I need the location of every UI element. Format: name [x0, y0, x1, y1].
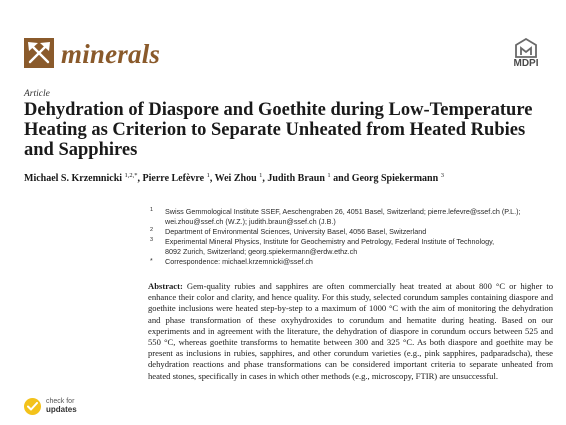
affiliations: [148, 207, 553, 268]
abstract-text: Gem-quality rubies and sapphires are often commercially heat treated at about 800 °C or higher to enhance their color and clarity, and hence quality. For this study, selected corundum samples containing diaspore and goethite inclusions were heated step-by-step to a maximum of 1000 °C with the aim of monitoring the dehydration and phase transformation of these oxyhydroxides to corundum and hematite during heating. Based on our experiments and in agreement with the literature, the dehydration of diaspore in corundum occurs between 525 and 550 °C, whereas goethite transforms to hematite between 300 and 325 °C. As both diaspore and goethite may be present as inclusions in rubies, sapphires, and other corundum varieties (e.g., pink sapphires, padparadscha), these dehydration reactions and phase transformations can be considered important criteria to separate unheated from heated stones, specifically in cases in which other methods (e.g., microscopy, FTIR) are unsuccessful.: [148, 281, 553, 381]
author-affiliation-marker: 1,2,*: [124, 172, 138, 179]
crossed-pickaxes-icon: [24, 38, 54, 68]
mdpi-logo-icon: [515, 38, 537, 58]
affiliation-line: wei.zhou@ssef.ch (W.Z.); judith.braun@ssef.ch (J.B.): [165, 217, 336, 227]
author-name[interactable]: Michael S. Krzemnicki: [24, 173, 123, 184]
publisher-name: MDPI: [513, 58, 539, 69]
affiliation-marker: 3: [150, 237, 154, 244]
check-updates-label: [46, 398, 77, 414]
publisher-logo[interactable]: [504, 38, 548, 68]
affiliation-item: [148, 257, 553, 267]
affiliation-line: Experimental Mineral Physics, Institute for Geochemistry and Petrology, Federal Institute of Technology,: [165, 237, 495, 247]
journal-name[interactable]: minerals: [61, 39, 161, 69]
abstract-label: Abstract:: [148, 281, 183, 291]
affiliation-item: [148, 237, 553, 257]
affiliation-marker: 1: [150, 207, 154, 213]
check-updates-line1: check for: [46, 398, 75, 405]
affiliation-line: 8092 Zurich, Switzerland; georg.spiekermann@erdw.ethz.ch: [165, 247, 358, 257]
affiliation-item: [148, 207, 553, 227]
affiliation-marker: 2: [150, 227, 154, 234]
author-affiliation-marker: 1: [206, 172, 210, 179]
affiliation-line: Swiss Gemmological Institute SSEF, Aeschengraben 26, 4051 Basel, Switzerland; pierre.lefevre@ssef.ch (P.L.);: [165, 207, 521, 216]
check-updates-line2: updates: [46, 405, 77, 414]
author-list: Michael S. Krzemnicki $^{1,2,*}$, Pierre Lefèvre $^1$, Wei Zhou $^1$, Judith Braun $^1$ and Georg Spiekermann $^3$: [24, 172, 444, 184]
author-name[interactable]: Pierre Lefèvre: [142, 173, 205, 184]
check-for-updates-button[interactable]: [24, 397, 104, 419]
affiliation-line: Department of Environmental Sciences, University Basel, 4056 Basel, Switzerland: [165, 227, 427, 237]
author-affiliation-marker: 1: [327, 172, 331, 179]
author-affiliation-marker: 3: [440, 172, 444, 179]
author-affiliation-marker: 1: [259, 172, 263, 179]
correspondence-marker: *: [150, 258, 153, 266]
author-name[interactable]: Georg Spiekermann: [351, 173, 439, 184]
author-name[interactable]: Judith Braun: [267, 173, 325, 184]
article-type: Article: [24, 89, 50, 99]
author-name[interactable]: Wei Zhou: [214, 173, 257, 184]
abstract: [148, 281, 553, 382]
affiliation-item: [148, 227, 553, 237]
correspondence-line: Correspondence: michael.krzemnicki@ssef.ch: [165, 257, 313, 267]
checkmark-badge-icon: [24, 398, 41, 415]
article-title: Dehydration of Diaspore and Goethite during Low-Temperature Heating as Criterion to Separate Unheated from Heated Rubies and Sapphires: [24, 100, 533, 160]
